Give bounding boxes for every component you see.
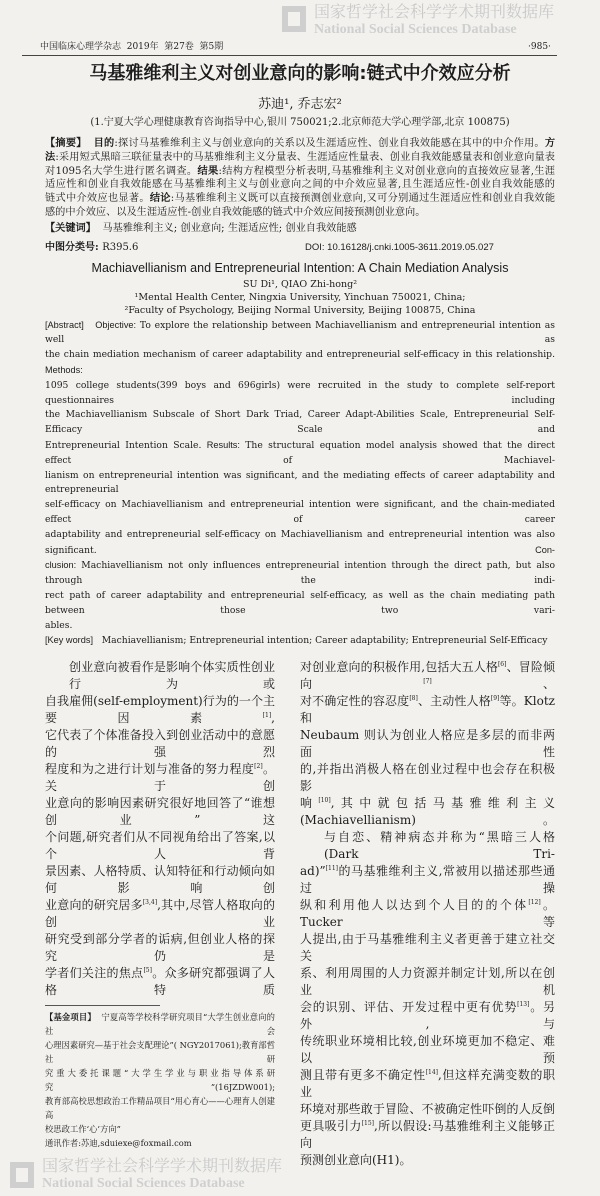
text-segment: 目的 — [93, 137, 115, 149]
text-segment: 更具吸引力 — [300, 1119, 362, 1134]
text-segment: Con- — [535, 544, 555, 555]
database-logo-icon — [10, 1162, 34, 1188]
text-segment: the chain mediation mechanism of career adaptability and entrepreneurial self-efficacy in this relationship. — [45, 349, 558, 361]
text-segment: 法 — [45, 150, 56, 163]
text-line — [300, 795, 555, 829]
text-line — [300, 659, 555, 693]
text-segment: 通讯作者:苏迪,sduiexe@foxmail.com — [45, 1138, 192, 1149]
text-line — [45, 222, 555, 236]
citation: [7] — [423, 678, 432, 686]
watermark-en: National Social Sciences Database — [314, 22, 517, 37]
text-segment: To explore the relationship between Machiavellianism and entrepreneurial intention as well as — [45, 319, 558, 346]
affiliation-en-2: ²Faculty of Psychology, Beijing Normal University, Beijing 100875, China — [124, 304, 476, 316]
text-line — [45, 348, 558, 379]
text-line — [45, 137, 555, 151]
citation: [3,4] — [142, 899, 158, 907]
text-line — [300, 931, 555, 965]
text-segment: ables. — [45, 619, 73, 631]
text-segment: 。众多研究都强调了人格特质 — [45, 966, 275, 998]
text-segment — [87, 138, 94, 149]
affiliation-en-1: ¹Mental Health Center, Ningxia University, Yinchuan 750021, China; — [134, 291, 466, 303]
text-line — [45, 165, 555, 179]
text-segment: 传统职业环境相比较,创业环境更加不稳定、难以预 — [300, 1034, 555, 1066]
citation: [13] — [517, 1001, 530, 1009]
text-line — [300, 863, 555, 897]
keywords-en — [45, 633, 555, 649]
text-segment: The structural equation model analysis showed that the direct effect of Machiavel- — [45, 439, 558, 466]
body-right-column — [300, 659, 559, 1196]
watermark-cn: 国家哲学社会科学学术期刊数据库 — [42, 1156, 283, 1176]
text-segment: 响 — [300, 796, 319, 811]
text-segment: 心理因素研究—基于社会支配理论”( NGY2017061);教育部哲社研 — [45, 1040, 275, 1065]
title-en: Machiavellianism and Entrepreneurial Intention: A Chain Mediation Analysis — [91, 260, 509, 275]
text-segment: lianism on entrepreneurial intention was significant, and the mediating effects of career adaptability and entrepreneurial — [45, 469, 558, 496]
text-segment: 测且带有更多不确定性 — [300, 1068, 426, 1083]
text-segment: 的,并指出消极人格在创业过程中也会存在积极影 — [300, 762, 555, 794]
text-segment: 创业意向被看作是影响个体实质性创业行为或 — [69, 660, 275, 692]
text-line — [300, 897, 555, 931]
text-segment: 【关键词】 — [45, 221, 96, 234]
text-line — [45, 178, 555, 192]
text-segment: 感的中介效应、以及生涯适应性-创业自我效能感的链式中介效应间接预测创业意向。 — [45, 206, 426, 218]
text-line — [300, 965, 555, 999]
text-segment: [Key words] — [45, 635, 93, 646]
text-segment: 【基金项目】 — [45, 1012, 96, 1023]
text-segment: 对1095名大学生进行匿名调查。 — [45, 165, 198, 177]
citation: [9] — [490, 695, 500, 703]
text-segment: 链式中介效应也显著。 — [45, 193, 150, 205]
text-segment: 、 — [431, 677, 555, 692]
text-segment: Results: — [206, 439, 240, 450]
text-line — [45, 1136, 275, 1150]
citation: [1] — [262, 712, 272, 720]
body-left-column — [45, 659, 275, 999]
citation: [8] — [409, 695, 418, 703]
text-line — [45, 795, 275, 829]
text-segment: 宁夏高等学校科学研究项目“大学生创业意向的社会 — [45, 1012, 275, 1037]
text-line — [45, 1010, 275, 1038]
text-line — [300, 829, 555, 863]
citation: [11] — [325, 865, 338, 873]
text-segment: 。关于创 — [45, 762, 275, 794]
text-segment: 究重大委托课题“大学生学业与职业指导体系研究”(16JZDW001); — [45, 1068, 275, 1093]
text-line — [45, 408, 555, 438]
doi: DOI: 10.16128/j.cnki.1005-3611.2019.05.027 — [305, 241, 494, 253]
text-segment: 等。Klotz 和 — [300, 694, 559, 726]
text-segment: ,其中就包括马基雅维利主义(Machiavellianism)。 — [300, 796, 555, 828]
title-cn: 马基雅维利主义对创业意向的影响:链式中介效应分析 — [89, 63, 511, 84]
text-segment: 。Tucker等 — [300, 898, 555, 930]
text-segment: :结构方程模型分析表明,马基雅维利主义对创业意向的直接效应显著,生涯 — [218, 165, 555, 177]
text-segment: ,其中,尽管人格取向的创业 — [45, 898, 275, 930]
citation: [5] — [143, 967, 152, 975]
text-segment: 对创业意向的积极作用,包括大五人格 — [300, 660, 498, 675]
text-segment: 结论 — [149, 192, 171, 205]
footnote-rule — [45, 1005, 160, 1006]
text-line — [45, 192, 555, 206]
keywords-cn — [45, 222, 555, 236]
text-segment: 预测创业意向(H1)。 — [300, 1153, 412, 1168]
footnotes — [45, 1010, 275, 1150]
text-segment: 学者们关注的焦点 — [45, 966, 144, 981]
database-logo-icon — [282, 6, 306, 32]
citation: [6] — [497, 661, 507, 669]
text-segment: 自我雇佣(self-employment)行为的一个主要因素 — [45, 694, 275, 726]
text-line — [45, 318, 558, 349]
text-segment: 个问题,研究者们从不同视角给出了答案,以个人背 — [45, 830, 275, 862]
text-segment: rect path of career adaptability and entrepreneurial self-efficacy, as well as the chain mediating path between those two vari- — [45, 589, 558, 616]
text-segment: 景因素、人格特质、认知特征和行动倾向如何影响创 — [45, 864, 275, 896]
watermark-cn: 国家哲学社会科学学术期刊数据库 — [314, 2, 555, 21]
text-line — [45, 863, 275, 897]
text-segment: 业意向的研究居多 — [45, 898, 143, 913]
text-segment: 结果 — [197, 164, 219, 177]
text-line — [45, 619, 555, 634]
text-line — [300, 1118, 555, 1152]
text-segment: Objective: — [95, 319, 137, 330]
text-segment: ad)” — [300, 864, 326, 879]
body-columns — [42, 659, 559, 1196]
running-header: 中国临床心理学杂志 2019年 第27卷 第5期 — [40, 42, 224, 52]
text-segment: 方 — [544, 137, 555, 149]
text-segment: 人提出,由于马基雅维利主义者更善于建立社交关 — [300, 932, 555, 964]
text-line — [45, 589, 558, 619]
watermark-bottom — [10, 1156, 283, 1196]
text-line — [45, 965, 275, 999]
text-segment: 纵和利用他人以达到个人目的的个体 — [300, 898, 529, 913]
text-line — [300, 999, 555, 1033]
classification-label: 中图分类号: — [45, 241, 103, 253]
text-line — [45, 1094, 275, 1122]
article-content — [42, 60, 559, 1196]
left-column — [42, 659, 283, 1196]
text-line — [300, 1033, 555, 1067]
text-line — [300, 1101, 555, 1118]
text-segment: Machiavellianism not only influences entrepreneurial intention through the direct path, but also through the indi- — [45, 560, 558, 587]
text-segment: clusion: — [45, 560, 77, 571]
text-segment: :马基雅维利主义既可以直接预测创业意向,又可分别通过生涯适应性和创业自我效能 — [170, 193, 556, 205]
text-line — [45, 1066, 275, 1094]
citation: [14] — [425, 1069, 439, 1077]
text-line — [45, 633, 555, 649]
text-segment: 教育部高校思想政治工作精品项目“用心育心——心理育人创建高 — [45, 1096, 275, 1121]
text-segment: 、冒险倾向 — [300, 660, 555, 692]
text-segment: 。另外,与 — [300, 1000, 555, 1032]
text-segment: ,所以假设:马基雅维利主义能够正向 — [300, 1119, 555, 1151]
text-line — [45, 1038, 275, 1066]
text-line — [45, 206, 555, 220]
abstract-cn — [45, 137, 555, 220]
text-segment: 【摘要】 — [45, 137, 87, 149]
text-line — [45, 528, 558, 559]
text-line — [45, 151, 555, 165]
text-segment: 、主动性人格 — [417, 694, 491, 709]
text-segment: 业意向的影响因素研究很好地回答了“谁想创业”这 — [45, 796, 275, 828]
text-line — [45, 438, 558, 469]
classification — [45, 241, 305, 254]
text-segment: 它代表了个体准备投入到创业活动中的意愿的强烈 — [45, 728, 275, 760]
text-line — [45, 897, 275, 931]
text-line — [45, 558, 558, 589]
text-segment: Machiavellianism; Entrepreneurial intention; Career adaptability; Entrepreneurial Self-Efficacy — [93, 635, 548, 647]
text-segment: 适应性和创业自我效能感在马基雅维利主义与创业意向之间的中介效应显著,且生涯适应性-创业自我效能感的 — [45, 179, 555, 191]
text-line — [45, 1122, 275, 1136]
text-segment: 会的识别、评估、开发过程中更有优势 — [300, 1000, 518, 1015]
text-segment: the Machiavellianism Subscale of Short Dark Triad, Career Adapt-Abilities Scale, Entrepreneurial Self-Efficacy Scale and — [45, 409, 555, 436]
text-segment: 的马基雅维利主义,常被用以描述那些通过操 — [300, 864, 555, 896]
text-line — [45, 693, 275, 727]
authors-cn: 苏迪¹, 乔志宏² — [258, 97, 342, 112]
abstract-en — [45, 318, 558, 634]
text-segment: 系、利用周围的人力资源并制定计划,所以在创业机 — [300, 966, 555, 998]
authors-en: SU Di¹, QIAO Zhi-hong² — [242, 278, 358, 290]
text-line — [45, 469, 558, 499]
text-segment: 与自恋、精神病态并称为“黑暗三人格(Dark Tri- — [324, 830, 555, 862]
text-segment: 环境对那些敢于冒险、不被确定性吓倒的人反倒 — [300, 1102, 555, 1117]
citation: [12] — [528, 899, 541, 907]
text-line — [45, 931, 275, 965]
text-line — [300, 693, 559, 727]
text-line — [45, 829, 275, 863]
text-segment: 1095 college students(399 boys and 696girls) were recruited in the study to complete self-report questionnaires including — [45, 379, 558, 406]
citation: [15] — [361, 1120, 375, 1128]
text-line — [45, 379, 558, 409]
text-line — [45, 659, 275, 693]
text-segment: :探讨马基雅维利主义与创业意向的关系以及生涯适应性、创业自我效能感在其中的中介作用。 — [114, 138, 545, 149]
text-segment: :采用短式黑暗三联征量表中的马基雅维利主义分量表、生涯适应性量表、创业自我效能感量表和创业意向量表 — [55, 151, 555, 163]
citation: [2] — [254, 763, 263, 771]
page-number: ·985· — [528, 42, 551, 52]
text-line — [300, 761, 555, 795]
text-line — [300, 1152, 555, 1169]
text-segment: Entrepreneurial Intention Scale. — [45, 439, 207, 451]
text-segment: adaptability and entrepreneurial self-efficacy on Machiavellianism and entrepreneurial intention was also significant. — [45, 528, 558, 556]
classification-row — [45, 241, 555, 254]
text-segment: [Abstract] — [45, 319, 84, 330]
text-segment: Methods: — [45, 364, 83, 375]
citation: [10] — [318, 797, 331, 805]
text-line — [45, 498, 558, 528]
affiliation-cn: (1.宁夏大学心理健康教育咨询指导中心,银川 750021;2.北京师范大学心理学部,北京 100875) — [90, 117, 510, 128]
classification-value: R395.6 — [102, 241, 139, 253]
text-segment: 程度和为之进行计划与准备的努力程度 — [45, 762, 255, 777]
text-line — [45, 761, 275, 795]
text-segment: 校思政工作‘心’方向” — [45, 1124, 121, 1135]
text-line — [300, 1067, 555, 1101]
text-line — [45, 727, 275, 761]
text-segment: Neubaum 则认为创业人格应是多层的而非两面性 — [300, 728, 555, 760]
text-line — [300, 727, 555, 761]
watermark-en: National Social Sciences Database — [42, 1176, 245, 1192]
text-segment: , — [271, 711, 275, 726]
header-rule — [22, 55, 557, 56]
text-segment: ,但这样充满变数的职业 — [300, 1068, 555, 1100]
text-segment — [84, 320, 95, 331]
text-segment: 对不确定性的容忍度 — [300, 694, 410, 709]
text-segment: self-efficacy on Machiavellianism and entrepreneurial intention were significant, and the chain-mediated effect of career — [45, 499, 558, 525]
watermark-top — [282, 2, 582, 40]
text-segment: 研究受到部分学者的诟病,但创业人格的探究仍是 — [45, 932, 275, 964]
text-segment: 马基雅维利主义; 创业意向; 生涯适应性; 创业自我效能感 — [95, 222, 357, 234]
